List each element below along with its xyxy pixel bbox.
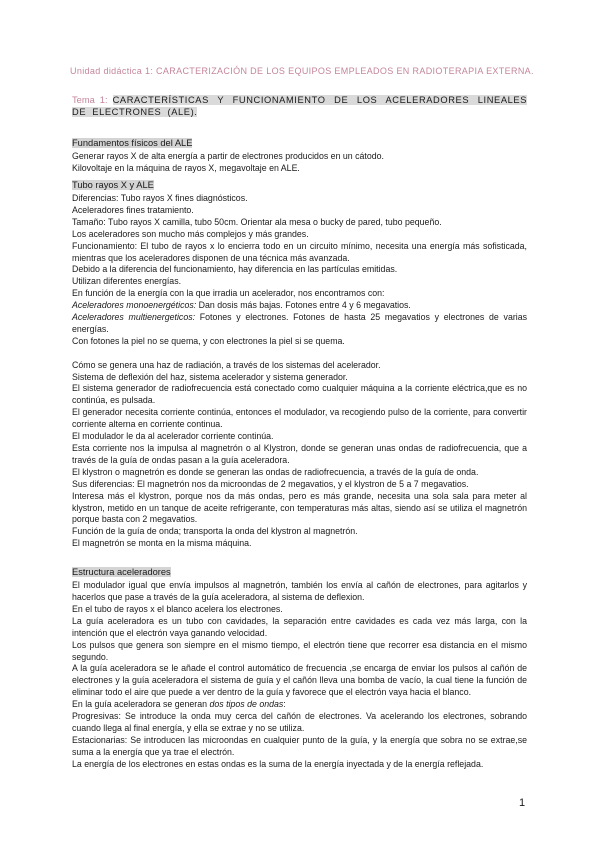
paragraph-multi: Aceleradores multienergeticos: Fotones y electrones. Fotones de hasta 25 megavatios y electrones de varias energías. bbox=[72, 312, 528, 334]
paragraph: El klystron o magnetrón es donde se generan las ondas de radiofrecuencia, a través de la guía de onda. bbox=[72, 466, 479, 477]
paragraph: Progresivas: Se introduce la onda muy cerca del cañón de electrones. Va acelerando los electrones, sobrando cuando llega al final energía, y ella se extrae y no se utiliza. bbox=[72, 711, 527, 733]
term-mono: Aceleradores monoenergéticos: bbox=[72, 300, 197, 311]
paragraph: Utilizan diferentes energías. bbox=[72, 276, 182, 287]
section-generacion bbox=[72, 360, 527, 551]
section-estructura bbox=[72, 562, 527, 771]
paragraph-mono: Aceleradores monoenergéticos: Dan dosis más bajas. Fotones entre 4 y 6 megavatios. bbox=[72, 300, 411, 311]
paragraph: A la guía aceleradora se le añade el control automático de frecuencia ,se encarga de enviar los pulsos al cañón de electrones y la guía aceleradora el sistema de guía y el cañón lleva una bomba de vacío, la cual tiene la función de eliminar todo el aire que puede a ver dentro de la guía y favorece que el electrón vaya hacia el blanco. bbox=[72, 663, 527, 698]
paragraph: Generar rayos X de alta energía a partir de electrones producidos en un cátodo. bbox=[72, 151, 384, 162]
section-heading-estructura: Estructura aceleradores bbox=[72, 567, 171, 578]
paragraph: En el tubo de rayos x el blanco acelera los electrones. bbox=[72, 603, 283, 614]
paragraph: Sistema de deflexión del haz, sistema acelerador y sistema generador. bbox=[72, 371, 348, 382]
paragraph: El modulador le da al acelerador corriente continúa. bbox=[72, 431, 274, 442]
paragraph: Esta corriente nos la impulsa al magnetrón o al Klystron, donde se generan unas ondas de radiofrecuencia, que a través de la guía de ondas pasan a la guía aceleradora. bbox=[72, 443, 527, 465]
paragraph: Tamaño: Tubo rayos X camilla, tubo 50cm. Orientar ala mesa o bucky de pared, tubo pequeño. bbox=[72, 216, 442, 227]
tema-title bbox=[72, 95, 527, 118]
term-multi: Aceleradores multienergeticos: bbox=[72, 312, 196, 323]
tema-text: CARACTERÍSTICAS Y FUNCIONAMIENTO DE LOS ACELERADORES LINEALES DE ELECTRONES (ALE). bbox=[72, 95, 527, 117]
paragraph: Funcionamiento: El tubo de rayos x lo encierra todo en un circuito mínimo, necesita una energía más sofisticada, mientras que los aceleradores disponen de una técnica más avanzada. bbox=[72, 240, 527, 263]
paragraph: En función de la energía con la que irradia un acelerador, nos encontramos con: bbox=[72, 288, 385, 299]
section-heading-tubo: Tubo rayos X y ALE bbox=[72, 180, 154, 190]
paragraph: Kilovoltaje en la máquina de rayos X, megavoltaje en ALE. bbox=[72, 163, 300, 174]
paragraph: La guía aceleradora es un tubo con cavidades, la separación entre cavidades es cada vez más larga, con la intención que el electrón vaya ganando velocidad. bbox=[72, 615, 527, 638]
document-body bbox=[70, 66, 534, 771]
paragraph: Función de la guía de onda; transporta la onda del klystron al magnetrón. bbox=[72, 526, 358, 537]
paragraph: Cómo se genera una haz de radiación, a través de los sistemas del acelerador. bbox=[72, 359, 381, 370]
paragraph: Aceleradores fines tratamiento. bbox=[72, 204, 194, 215]
tema-label: Tema 1: bbox=[72, 95, 108, 105]
paragraph-types: En la guía aceleradora se generan dos tipos de ondas: bbox=[72, 699, 286, 710]
page-number: 1 bbox=[519, 797, 526, 809]
paragraph: El modulador igual que envía impulsos al magnetrón, también los envía al cañón de electrones, para agitarlos y hacerlos que pase a través de la guía aceleradora, al sistema de deflexion. bbox=[72, 580, 527, 602]
paragraph: Los aceleradores son mucho más complejos y más grandes. bbox=[72, 228, 309, 239]
paragraph: Sus diferencias: El magnetrón nos da microondas de 2 megavatios, y el klystron de 5 a 7 megavatios. bbox=[72, 478, 469, 489]
paragraph: Diferencias: Tubo rayos X fines diagnósticos. bbox=[72, 193, 248, 203]
paragraph: La energía de los electrones en estas ondas es la suma de la energía inyectada y de la energía reflejada. bbox=[72, 758, 484, 769]
unit-title: Unidad didáctica 1: CARACTERIZACIÓN DE LOS EQUIPOS EMPLEADOS EN RADIOTERAPIA EXTERNA. bbox=[70, 66, 534, 76]
paragraph: Con fotones la piel no se quema, y con electrones la piel si se quema. bbox=[72, 335, 345, 346]
paragraph: Debido a la diferencia del funcionamiento, hay diferencia en las partículas emitidas. bbox=[72, 264, 398, 275]
paragraph: Interesa más el klystron, porque nos da más ondas, pero es más grande, necesita una sola sala para meter al klystron, metido en un tanque de aceite refrigerante, con temperaturas más altas, siendo así se utiliza el magnetrón porque basta con 2 megavatios. bbox=[72, 490, 527, 525]
paragraph: El generador necesita corriente continúa, entonces el modulador, va recogiendo pulso de la corriente, para convertir corriente alterna en corriente continua. bbox=[72, 407, 527, 430]
paragraph: Los pulsos que genera son siempre en el mismo tiempo, el electrón tiene que recorrer esa distancia en el mismo segundo. bbox=[72, 639, 527, 662]
paragraph: El magnetrón se monta en la misma máquina. bbox=[72, 538, 252, 549]
paragraph: Estacionarias: Se introducen las microondas en cualquier punto de la guía, y la energía que sobra no se extrae,se suma a la energía que ya trae el electrón. bbox=[72, 734, 527, 757]
section-fundamentos bbox=[72, 133, 527, 175]
types-italic: dos tipos de ondas bbox=[209, 699, 284, 710]
section-tubo bbox=[72, 175, 527, 348]
section-heading-fundamentos: Fundamentos físicos del ALE bbox=[72, 138, 193, 149]
paragraph: El sistema generador de radiofrecuencia está conectado como cualquier máquina a la corriente eléctrica,que es no continúa, es pulsada. bbox=[72, 383, 527, 406]
